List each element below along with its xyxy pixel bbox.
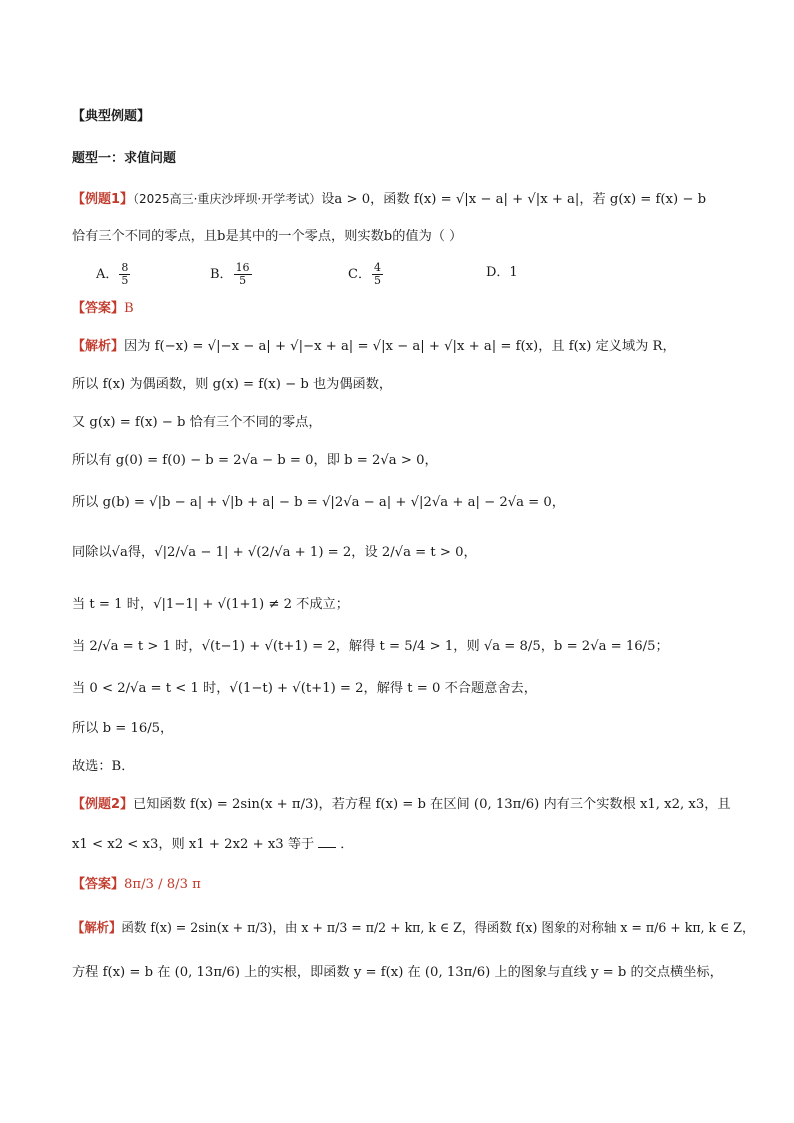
analysis-line-9: 当 0 < 2/√a = t < 1 时，√(1−t) + √(t+1) = 2，解得 t = 0 不合题意舍去， (72, 681, 537, 696)
example2-analysis-line-2: 方程 f(x) = b 在 (0, 13π/6) 上的实根，即函数 y = f(x) 在 (0, 13π/6) 上的图象与直线 y = b 的交点横坐标， (72, 965, 723, 980)
example1-source: （2025高三·重庆沙坪坝·开学考试） (133, 192, 322, 206)
option-b-fraction: $\frac{16}{5}$ (235, 261, 250, 287)
answer-value: B (124, 301, 134, 316)
option-d: D．1 (486, 265, 518, 280)
answer-blank (318, 847, 336, 848)
analysis-line-8: 当 2/√a = t > 1 时，√(t−1) + √(t+1) = 2，解得 t = 5/4 > 1，则 √a = 8/5，b = 2√a = 16/5； (72, 639, 669, 654)
answer-tag: 【答案】 (72, 301, 125, 316)
topic-title: 题型一：求值问题 (72, 151, 177, 166)
analysis-line-6: 同除以√a得，√|2/√a − 1| + √(2/√a + 1) = 2，设 2/√a = t > 0， (72, 545, 477, 560)
analysis-line-11: 故选：B． (72, 759, 135, 774)
option-c-fraction: $\frac{4}{5}$ (373, 261, 381, 287)
option-a: A． $\frac{8}{5}$ (96, 261, 129, 287)
analysis-line-10: 所以 b = 16/5， (72, 721, 174, 736)
example2-answer-value: 8π/3 / 8/3 π (124, 877, 201, 892)
example1-stem-a: 设a > 0，函数 f(x) = √|x − a| + √|x + a|，若 g(x) = f(x) − b (321, 192, 707, 207)
example2-stem-line1: 【例题2】已知函数 f(x) = 2sin(x + π/3)，若方程 f(x) = b 在区间 (0, 13π/6) 内有三个实数根 x1, x2, x3，且 (72, 797, 731, 812)
option-b: B． $\frac{16}{5}$ (210, 261, 250, 287)
analysis-line-3: 又 g(x) = f(x) − b 恰有三个不同的零点， (72, 415, 322, 430)
example1-answer (72, 298, 734, 320)
analysis-line-2: 所以 f(x) 为偶函数，则 g(x) = f(x) − b 也为偶函数， (72, 377, 393, 392)
analysis-line-5: 所以 g(b) = √|b − a| + √|b + a| − b = √|2√a − a| + √|2√a + a| − 2√a = 0， (72, 495, 565, 510)
example1-tag: 【例题1】 (72, 192, 134, 207)
example1-stem-line1 (72, 188, 734, 211)
example2-tag: 【例题2】 (72, 797, 134, 812)
option-c: C． $\frac{4}{5}$ (348, 261, 381, 287)
analysis-line-7: 当 t = 1 时，√|1−1| + √(1+1) ≠ 2 不成立； (72, 597, 349, 612)
example1-stem-line2: 恰有三个不同的零点，且b是其中的一个零点，则实数b的值为（ ） (72, 229, 463, 244)
analysis-line-4: 所以有 g(0) = f(0) − b = 2√a − b = 0，即 b = 2√a > 0， (72, 453, 438, 468)
analysis-tag: 【解析】 (72, 339, 125, 354)
example2-answer (72, 874, 734, 896)
example2-answer-tag: 【答案】 (72, 877, 125, 892)
example2-analysis-line-1: 【解析】函数 f(x) = 2sin(x + π/3)，由 x + π/3 = π/2 + kπ, k ∈ Z，得函数 f(x) 图象的对称轴 x = π/6 + kπ, k ∈ Z， (72, 921, 755, 936)
section-title: 【典型例题】 (72, 109, 151, 124)
example2-stem-line2: x1 < x2 < x3，则 x1 + 2x2 + x3 等于 ． (72, 837, 354, 852)
analysis-line-1: 【解析】因为 f(−x) = √|−x − a| + √|−x + a| = √|x − a| + √|x + a| = f(x)，且 f(x) 定义域为 R， (72, 339, 676, 354)
example2-analysis-tag: 【解析】 (72, 921, 122, 936)
option-a-fraction: $\frac{8}{5}$ (121, 261, 129, 287)
